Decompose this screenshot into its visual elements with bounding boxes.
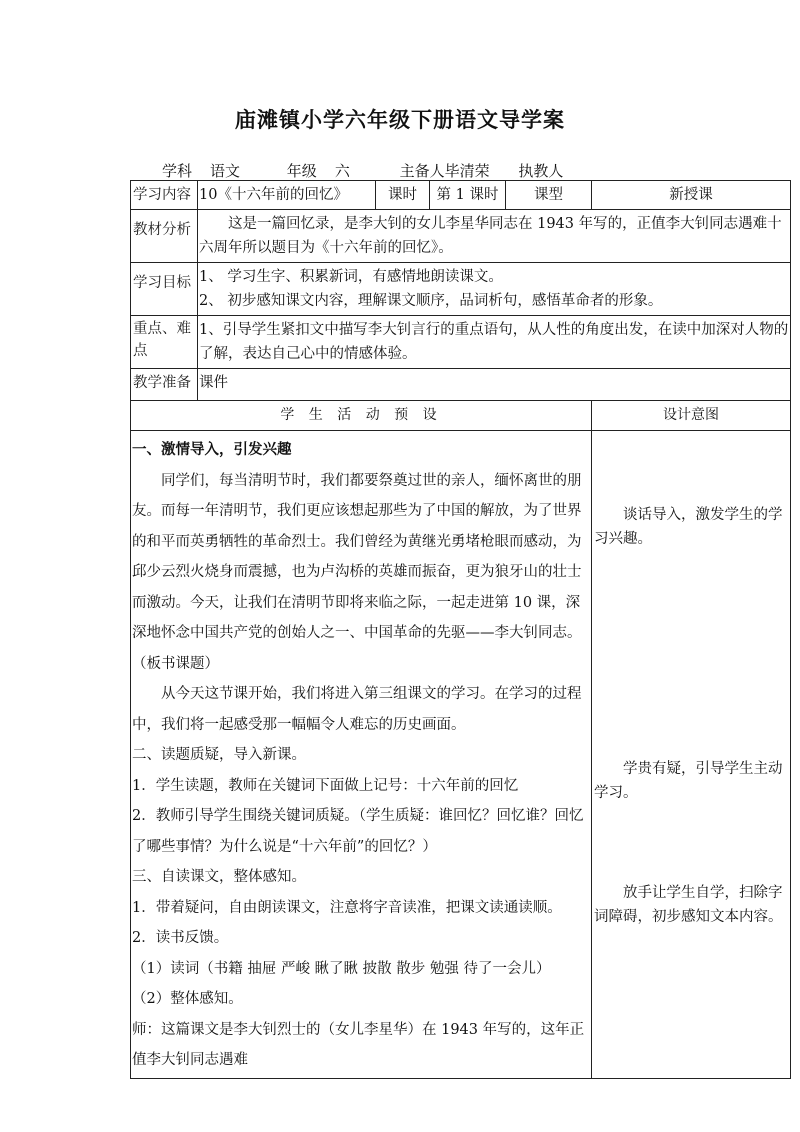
subject-label: 学科	[162, 162, 193, 180]
intent-note: 谈话导入，激发学生的学习兴趣。	[594, 507, 783, 547]
goal-item: 2、 初步感知课文内容，理解课文顺序，品词析句，感悟革命者的形象。	[199, 293, 663, 309]
section3-line: （1）读词（书籍 抽屉 严峻 瞅了瞅 披散 散步 勉强 待了一会儿）	[132, 960, 551, 977]
section3-line: 2．读书反馈。	[132, 930, 229, 946]
section3-line: 师：这篇课文是李大钊烈士的（女儿李星华）在 1943 年写的，这年正值李大钊同志遇难	[132, 1021, 585, 1068]
section1-heading: 一、激情导入，引发兴趣	[132, 442, 292, 458]
key-points-cell	[198, 316, 791, 369]
section1-paragraph: 同学们，每当清明节时，我们都要祭奠过世的亲人，缅怀离世的朋友。而每一年清明节，我们更应该想起那些为了中国的解放，为了世界的和平而英勇牺牲的革命烈士。我们曾经为黄继光勇堵枪眼而感动，为邱少云烈火烧身而震撼，也为卢沟桥的英雄而振奋，更为狼牙山的壮士而激动。今天，让我们在清明节即将来临之际，一起走进第 10 课，深深地怀念中国共产党的创始人之一、中国革命的先驱——李大钊同志。（板书课题）	[132, 472, 582, 672]
grade-label: 年级	[286, 162, 317, 180]
analysis-cell	[198, 210, 791, 263]
intent-header: 设计意图	[592, 401, 791, 431]
grade-value: 六	[317, 163, 385, 181]
hours-value: 第 1 课时	[430, 181, 506, 210]
intent-note: 放手让学生自学，扫除字词障碍，初步感知文本内容。	[594, 885, 783, 925]
page-title: 庙滩镇小学六年级下册语文导学案	[235, 108, 565, 132]
goals-label: 学习目标	[131, 263, 198, 316]
lesson-plan-table	[130, 180, 790, 1079]
section2-heading: 二、读题质疑，导入新课。	[132, 747, 306, 763]
teacher-value	[563, 162, 643, 181]
key-points-text: 1、引导学生紧扣文中描写李大钊言行的重点语句，从人性的角度出发，在读中加深对人物的了解，表达自己心中的情感体验。	[199, 322, 789, 362]
content-label: 学习内容	[131, 181, 198, 210]
goal-item: 1、 学习生字、积累新词，有感情地朗读课文。	[199, 269, 503, 285]
key-points-label: 重点、难点	[131, 316, 198, 369]
section3-line: 1．带着疑问，自由朗读课文，注意将字音读准，把课文读通读顺。	[132, 899, 562, 916]
type-value: 新授课	[592, 181, 791, 210]
intent-column	[592, 431, 791, 1079]
analysis-text: 这是一篇回忆录，是李大钊的女儿李星华同志在 1943 年写的，正值李大钊同志遇难十六周年所以题目为《十六年前的回忆》。	[199, 216, 782, 256]
goals-cell	[198, 263, 791, 316]
preparer-label: 主备人	[399, 162, 445, 180]
type-label: 课型	[506, 181, 592, 210]
prep-value: 课件	[198, 369, 791, 401]
meta-line	[162, 160, 643, 181]
section2-line: 1．学生读题，教师在关键词下面做上记号：十六年前的回忆	[132, 777, 519, 794]
prep-label: 教学准备	[131, 369, 198, 401]
intent-note: 学贵有疑，引导学生主动学习。	[594, 761, 783, 801]
preparer-value: 毕清荣	[444, 162, 490, 180]
section3-heading: 三、自读课文，整体感知。	[132, 869, 306, 885]
section2-line: 2．教师引导学生围绕关键词质疑。（学生质疑：谁回忆？回忆谁？回忆了哪些事情？为什么说是“十六年前”的回忆？）	[132, 808, 584, 855]
section3-line: （2）整体感知。	[132, 991, 243, 1007]
section1-paragraph: 从今天这节课开始，我们将进入第三组课文的学习。在学习的过程中，我们将一起感受那一幅幅令人难忘的历史画面。	[132, 686, 582, 733]
content-value: 10《十六年前的回忆》	[198, 181, 376, 210]
analysis-label: 教材分析	[131, 210, 198, 263]
hours-label: 课时	[376, 181, 430, 210]
activity-body	[131, 431, 592, 1079]
activity-header: 学 生 活 动 预 设	[131, 401, 592, 431]
teacher-label: 执教人	[518, 162, 564, 180]
subject-value: 语文	[192, 163, 270, 181]
